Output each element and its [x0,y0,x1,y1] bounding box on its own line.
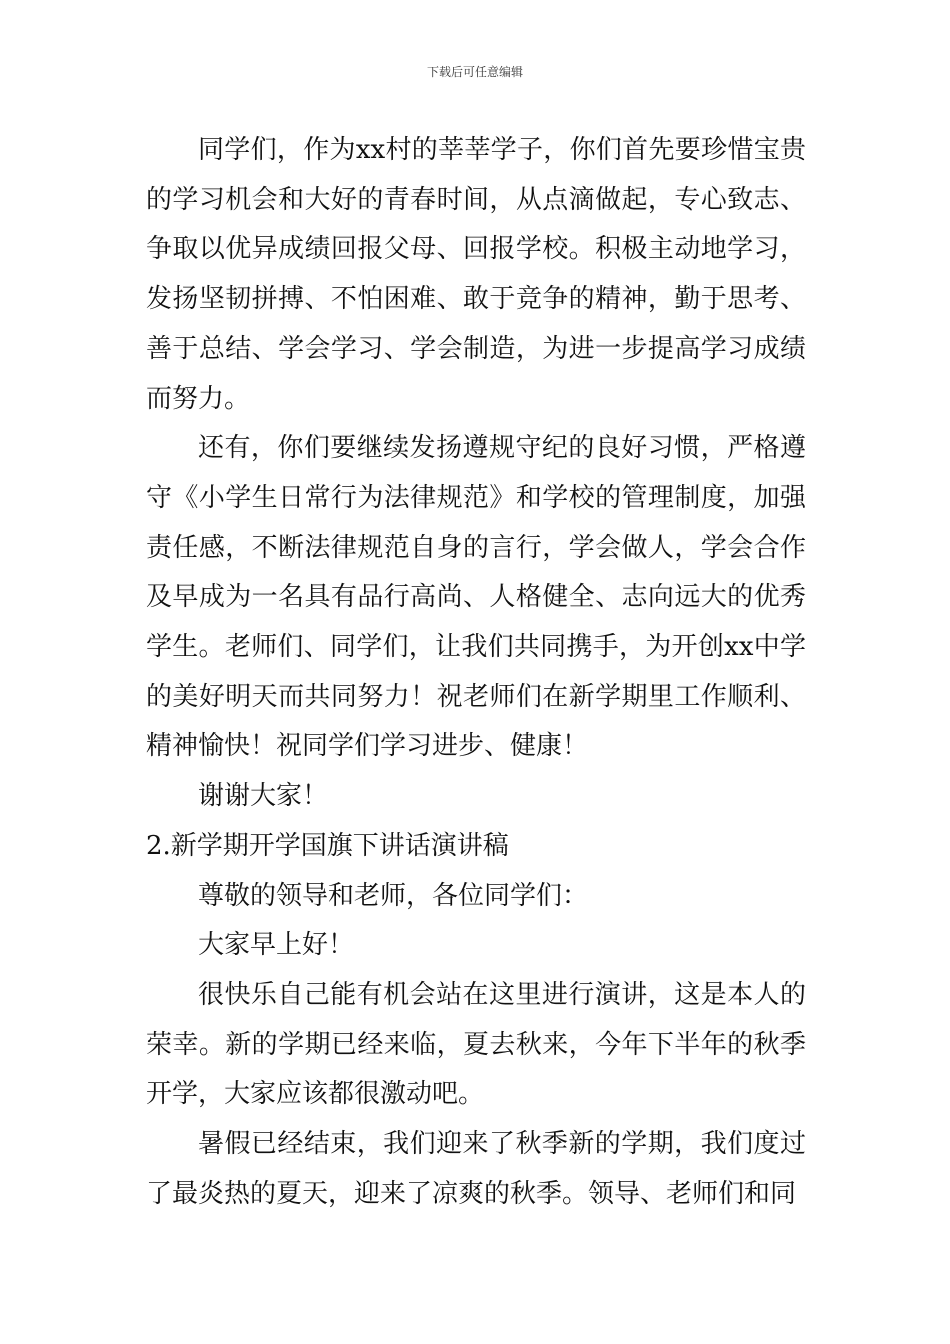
paragraph-discipline: 还有，你们要继续发扬遵规守纪的良好习惯，严格遵守《小学生日常行为法律规范》和学校的管理制度，加强责任感，不断法律规范自身的言行，学会做人，学会合作及早成为一名具有品行高尚、人格健全、志向远大的优秀学生。老师们、同学们，让我们共同携手，为开创xx中学的美好明天而共同努力！祝老师们在新学期里工作顺利、精神愉快！祝同学们学习进步、健康！ [146,433,806,762]
page-header: 下载后可任意编辑 [426,65,523,79]
paragraph-thanks: 谢谢大家！ [198,781,329,812]
document-body [146,126,806,1219]
paragraph-summer-ended: 暑假已经结束，我们迎来了秋季新的学期，我们度过了最炎热的夏天，迎来了凉爽的秋季。领导、老师们和同 [146,1129,806,1209]
paragraph-study-advice: 同学们，作为xx村的莘莘学子，你们首先要珍惜宝贵的学习机会和大好的青春时间，从点滴做起，专心致志、争取以优异成绩回报父母、回报学校。积极主动地学习，发扬坚韧拼搏、不怕困难、敢于竞争的精神，勤于思考、善于总结、学会学习、学会制造，为进一步提高学习成绩而努力。 [146,135,806,414]
paragraph-opening: 很快乐自己能有机会站在这里进行演讲，这是本人的荣幸。新的学期已经来临，夏去秋来，今年下半年的秋季开学，大家应该都很激动吧。 [146,979,806,1110]
paragraph-greeting: 大家早上好！ [198,930,355,961]
paragraph-salutation: 尊敬的领导和老师，各位同学们： [198,880,589,911]
section-heading: 2.新学期开学国旗下讲话演讲稿 [146,830,509,861]
